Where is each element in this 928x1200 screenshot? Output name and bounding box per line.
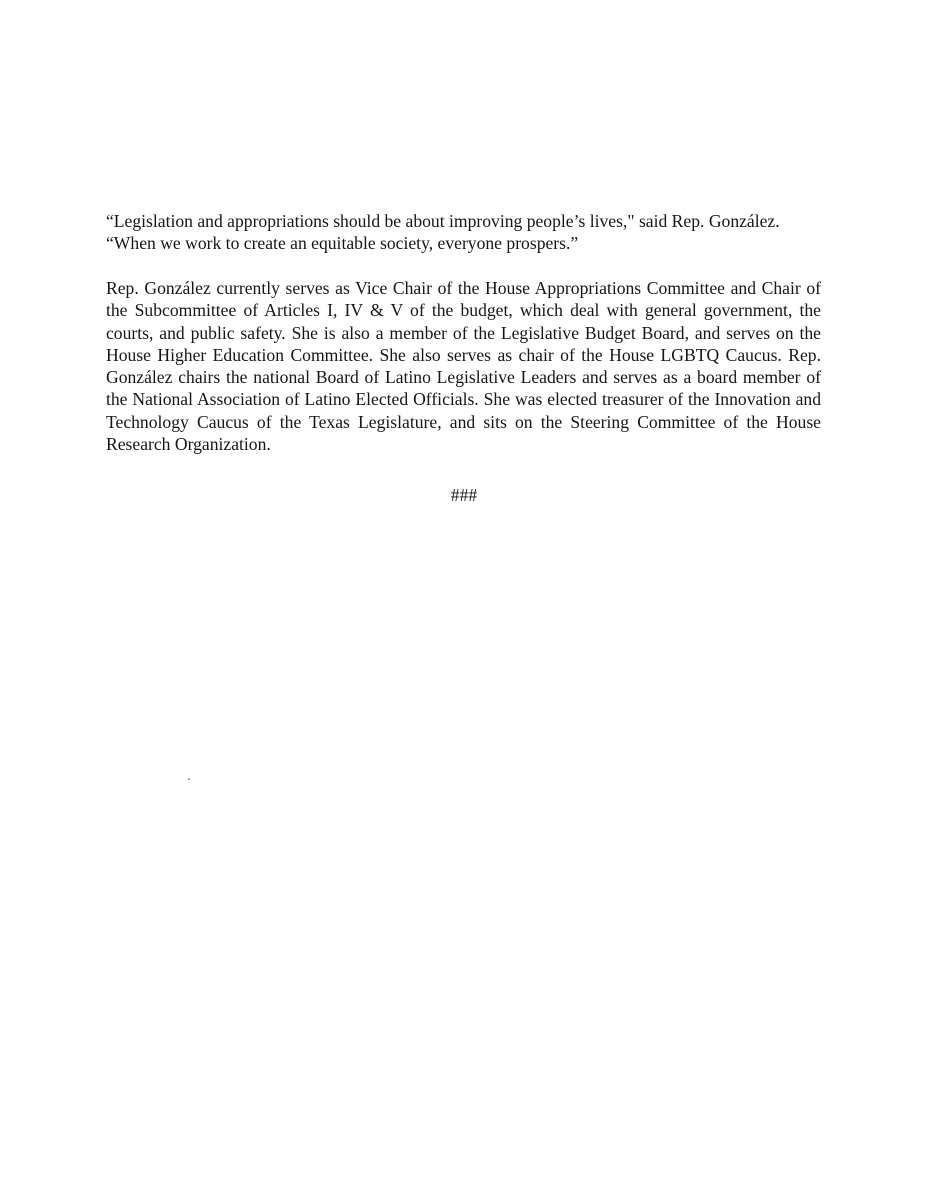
scan-speck xyxy=(188,778,190,780)
quote-paragraph: “Legislation and appropriations should be about improving people’s lives," said Rep. González. “When we work to create an equitable society, everyone prospers.” xyxy=(106,211,780,254)
bio-paragraph: Rep. González currently serves as Vice Chair of the House Appropriations Committee and Chair of the Subcommittee of Articles I, IV & V of the budget, which deal with general government, the courts, and public safety. She is also a member of the Legislative Budget Board, and serves on the House Higher Education Committee. She also serves as chair of the House LGBTQ Caucus. Rep. González chairs the national Board of Latino Legislative Leaders and serves as a board member of the National Association of Latino Elected Officials. She was elected treasurer of the Innovation and Technology Caucus of the Texas Legislature, and sits on the Steering Committee of the House Research Organization. xyxy=(106,278,821,455)
end-of-release-mark: ### xyxy=(450,485,478,505)
